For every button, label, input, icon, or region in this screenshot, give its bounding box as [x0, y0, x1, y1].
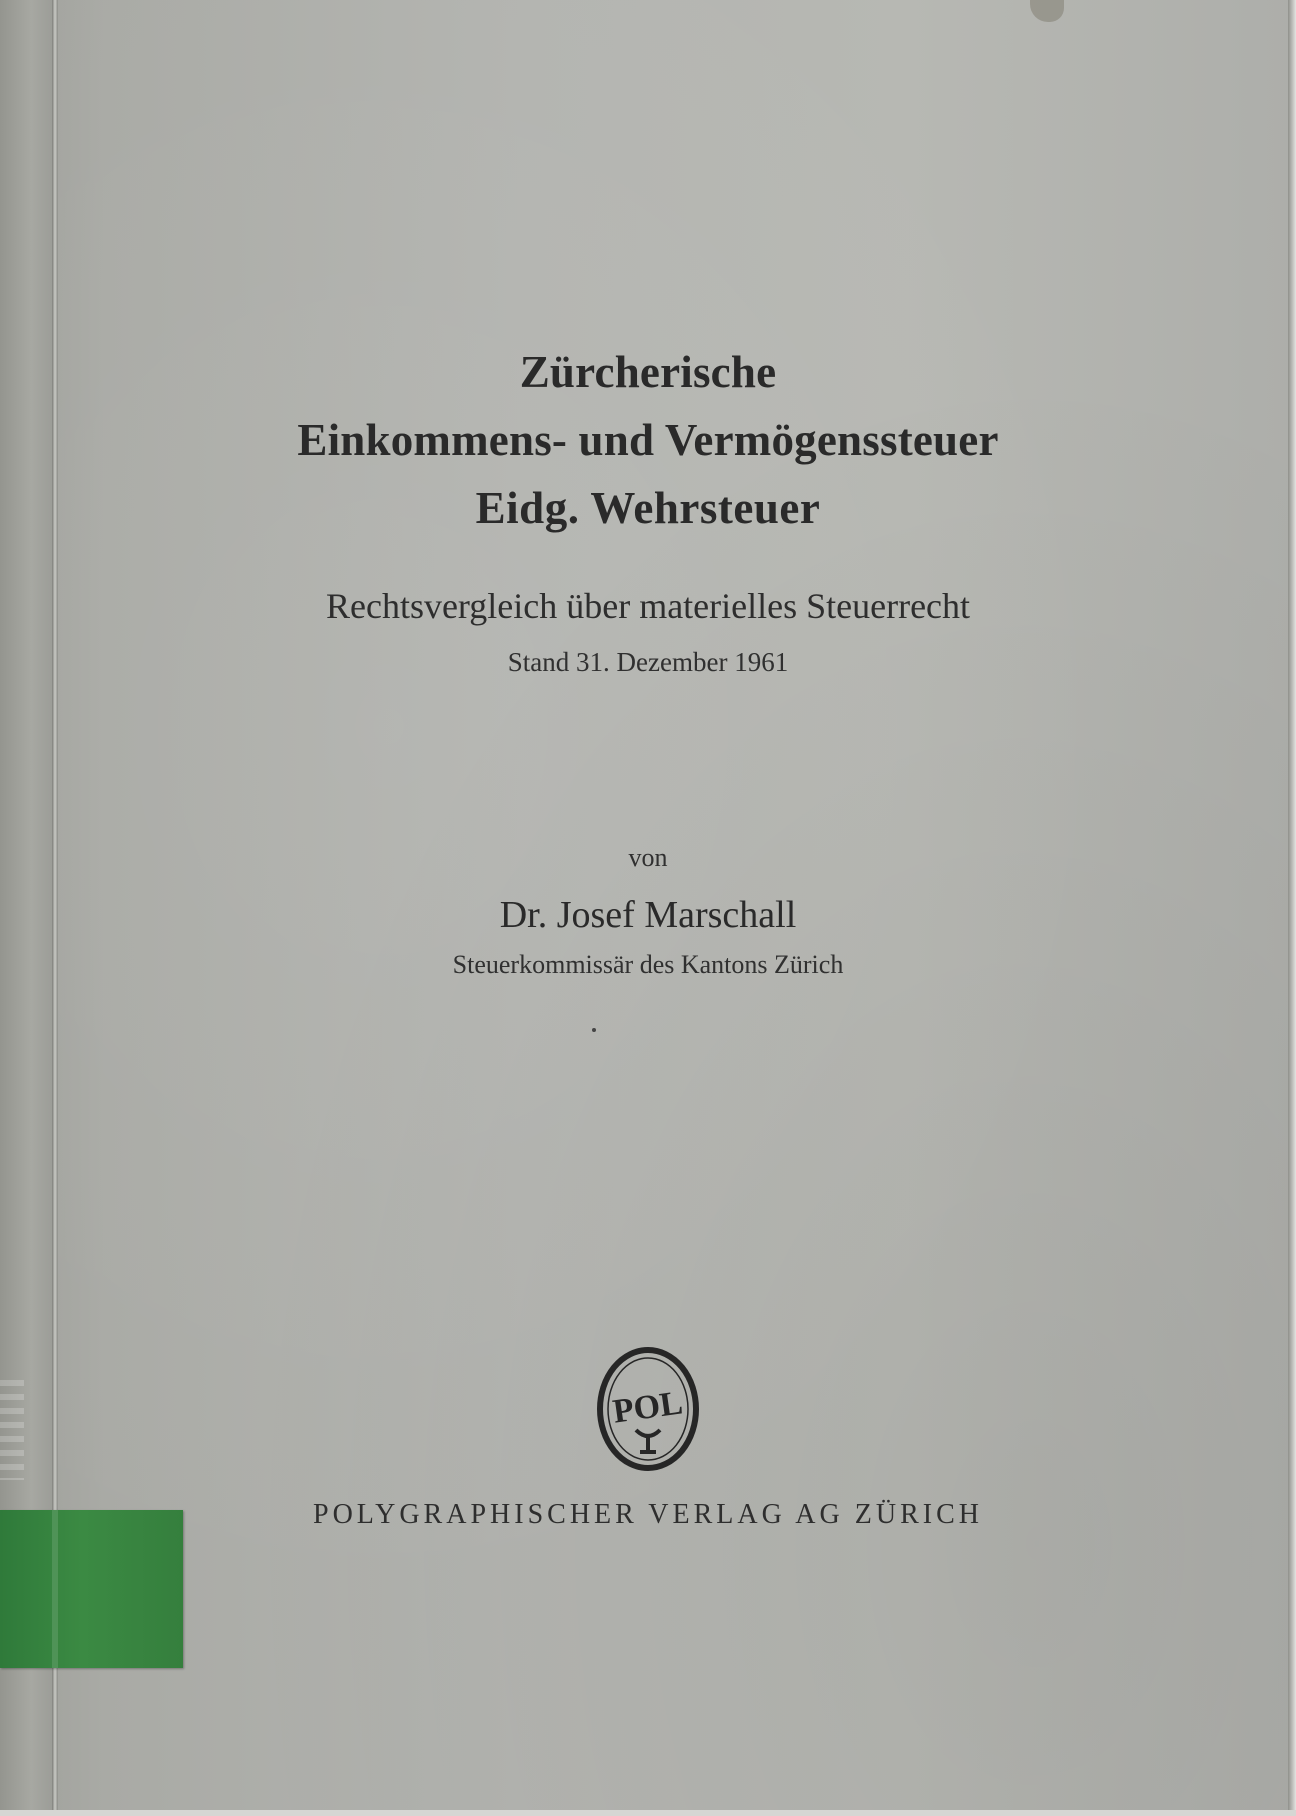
publisher-logo-icon	[596, 1346, 700, 1472]
title-line-1: Zürcherische	[519, 347, 777, 397]
library-label	[0, 1510, 183, 1668]
date-line: Stand 31. Dezember 1961	[507, 647, 789, 677]
author-name: Dr. Josef Marschall	[499, 894, 797, 936]
wear-mark	[1030, 0, 1064, 22]
author-role: Steuerkommissär des Kantons Zürich	[452, 950, 844, 979]
logo-lettering: POL	[610, 1384, 685, 1431]
cover-bottom-edge	[0, 1810, 1296, 1816]
subtitle: Rechtsvergleich über materielles Steuerrecht	[325, 586, 971, 626]
spine-wear	[0, 1380, 24, 1480]
print-speck	[592, 1028, 596, 1032]
title-line-3: Eidg. Wehrsteuer	[475, 483, 821, 533]
publisher-name: POLYGRAPHISCHER VERLAG AG ZÜRICH	[313, 1499, 983, 1530]
by-line: von	[628, 843, 668, 872]
title-line-2: Einkommens- und Vermögenssteuer	[297, 415, 999, 465]
